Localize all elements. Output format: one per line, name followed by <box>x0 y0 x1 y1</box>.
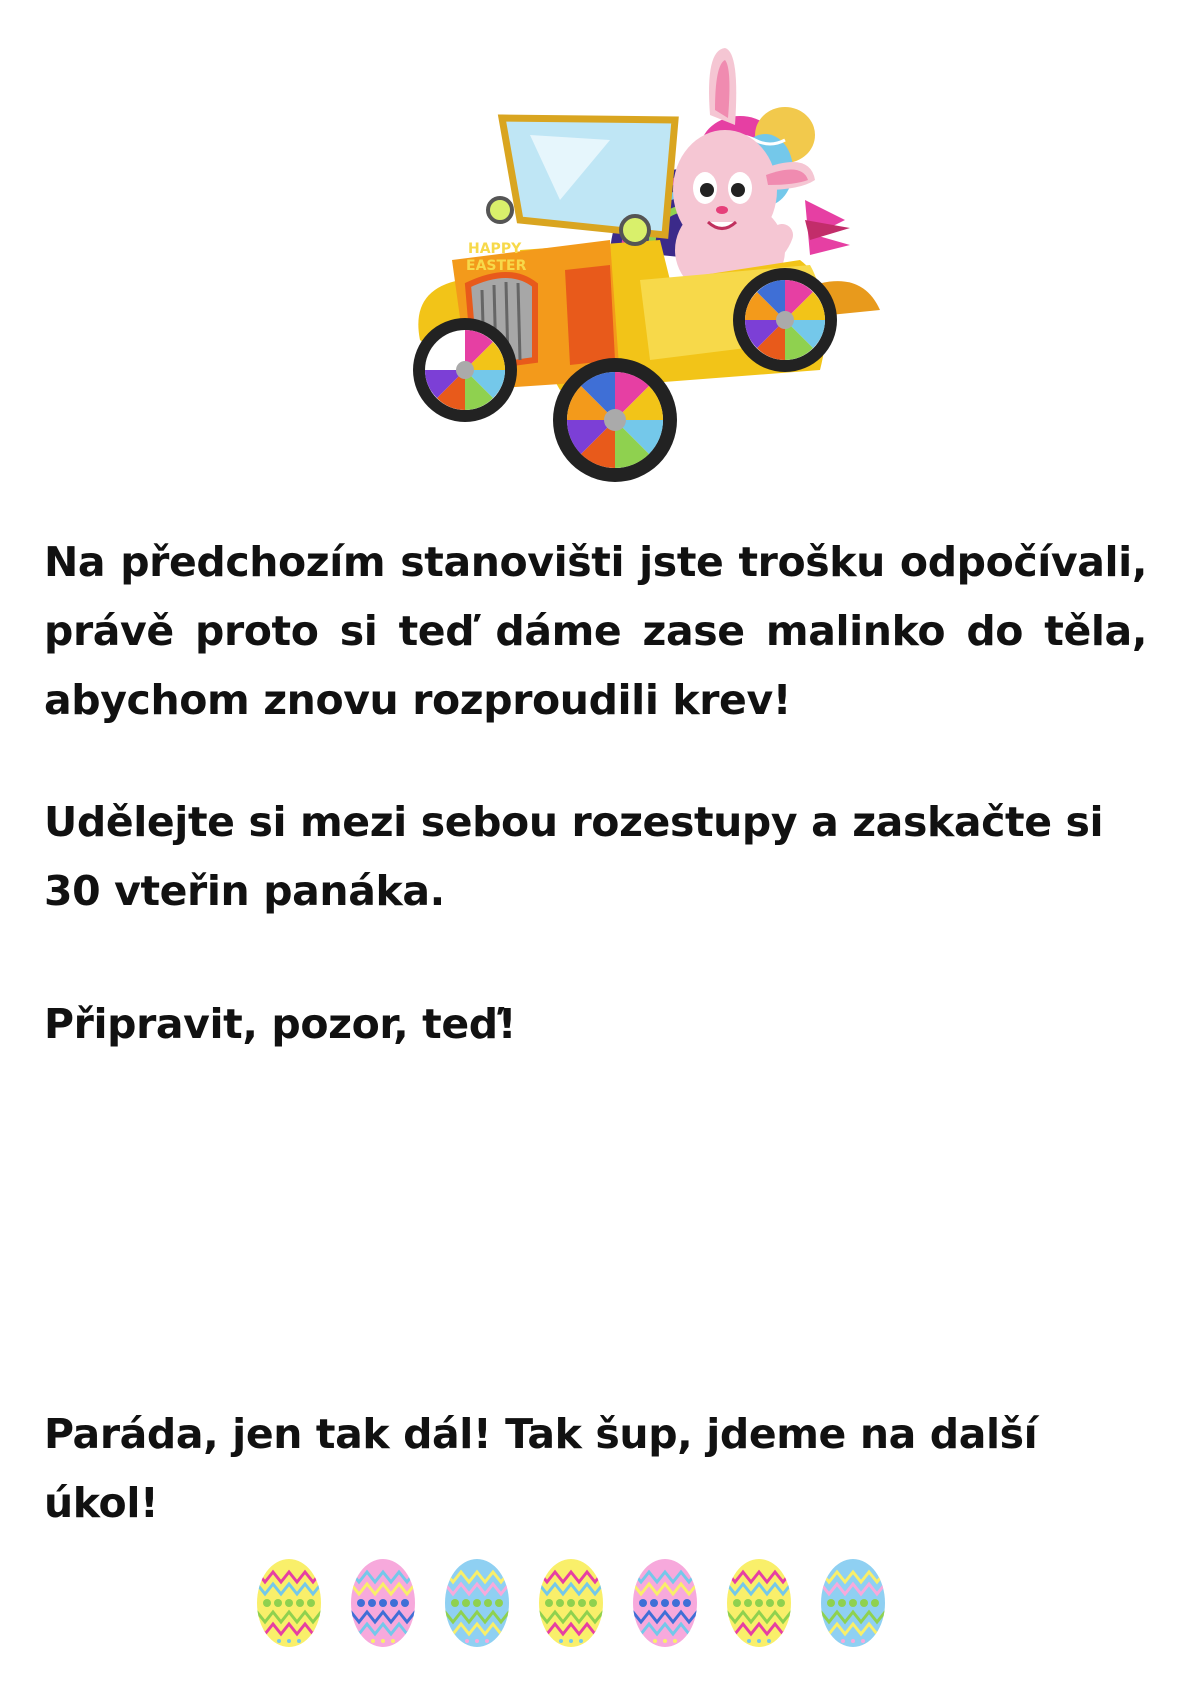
wheel-front-left <box>413 318 517 422</box>
wheel-front <box>553 358 677 482</box>
easter-egg-icon <box>817 1559 889 1647</box>
paragraph-outro: Paráda, jen tak dál! Tak šup, jdeme na další úkol! <box>44 1410 1038 1527</box>
easter-eggs-row <box>255 1553 955 1653</box>
windshield <box>502 118 675 235</box>
badge-line-1: HAPPY <box>468 241 522 257</box>
easter-egg-icon <box>255 1559 325 1647</box>
easter-bunny-car-illustration <box>410 40 930 500</box>
easter-egg-icon <box>441 1559 513 1647</box>
easter-egg-icon <box>723 1559 795 1647</box>
paragraph-intro: Na předchozím stanovišti jste trošku odpočívali, právě proto si teď dáme zase malinko do těla, abychom znovu rozproudili krev! <box>44 538 1147 724</box>
easter-egg-icon <box>347 1559 419 1647</box>
paragraph-task: Udělejte si mezi sebou rozestupy a zaskačte si 30 vteřin panáka. <box>44 798 1104 915</box>
easter-egg-icon <box>535 1559 607 1647</box>
badge-line-2: EASTER <box>466 258 527 274</box>
wheel-rear <box>733 268 837 372</box>
easter-egg-icon <box>629 1559 701 1647</box>
paragraph-go: Připravit, pozor, teď! <box>44 1000 517 1048</box>
